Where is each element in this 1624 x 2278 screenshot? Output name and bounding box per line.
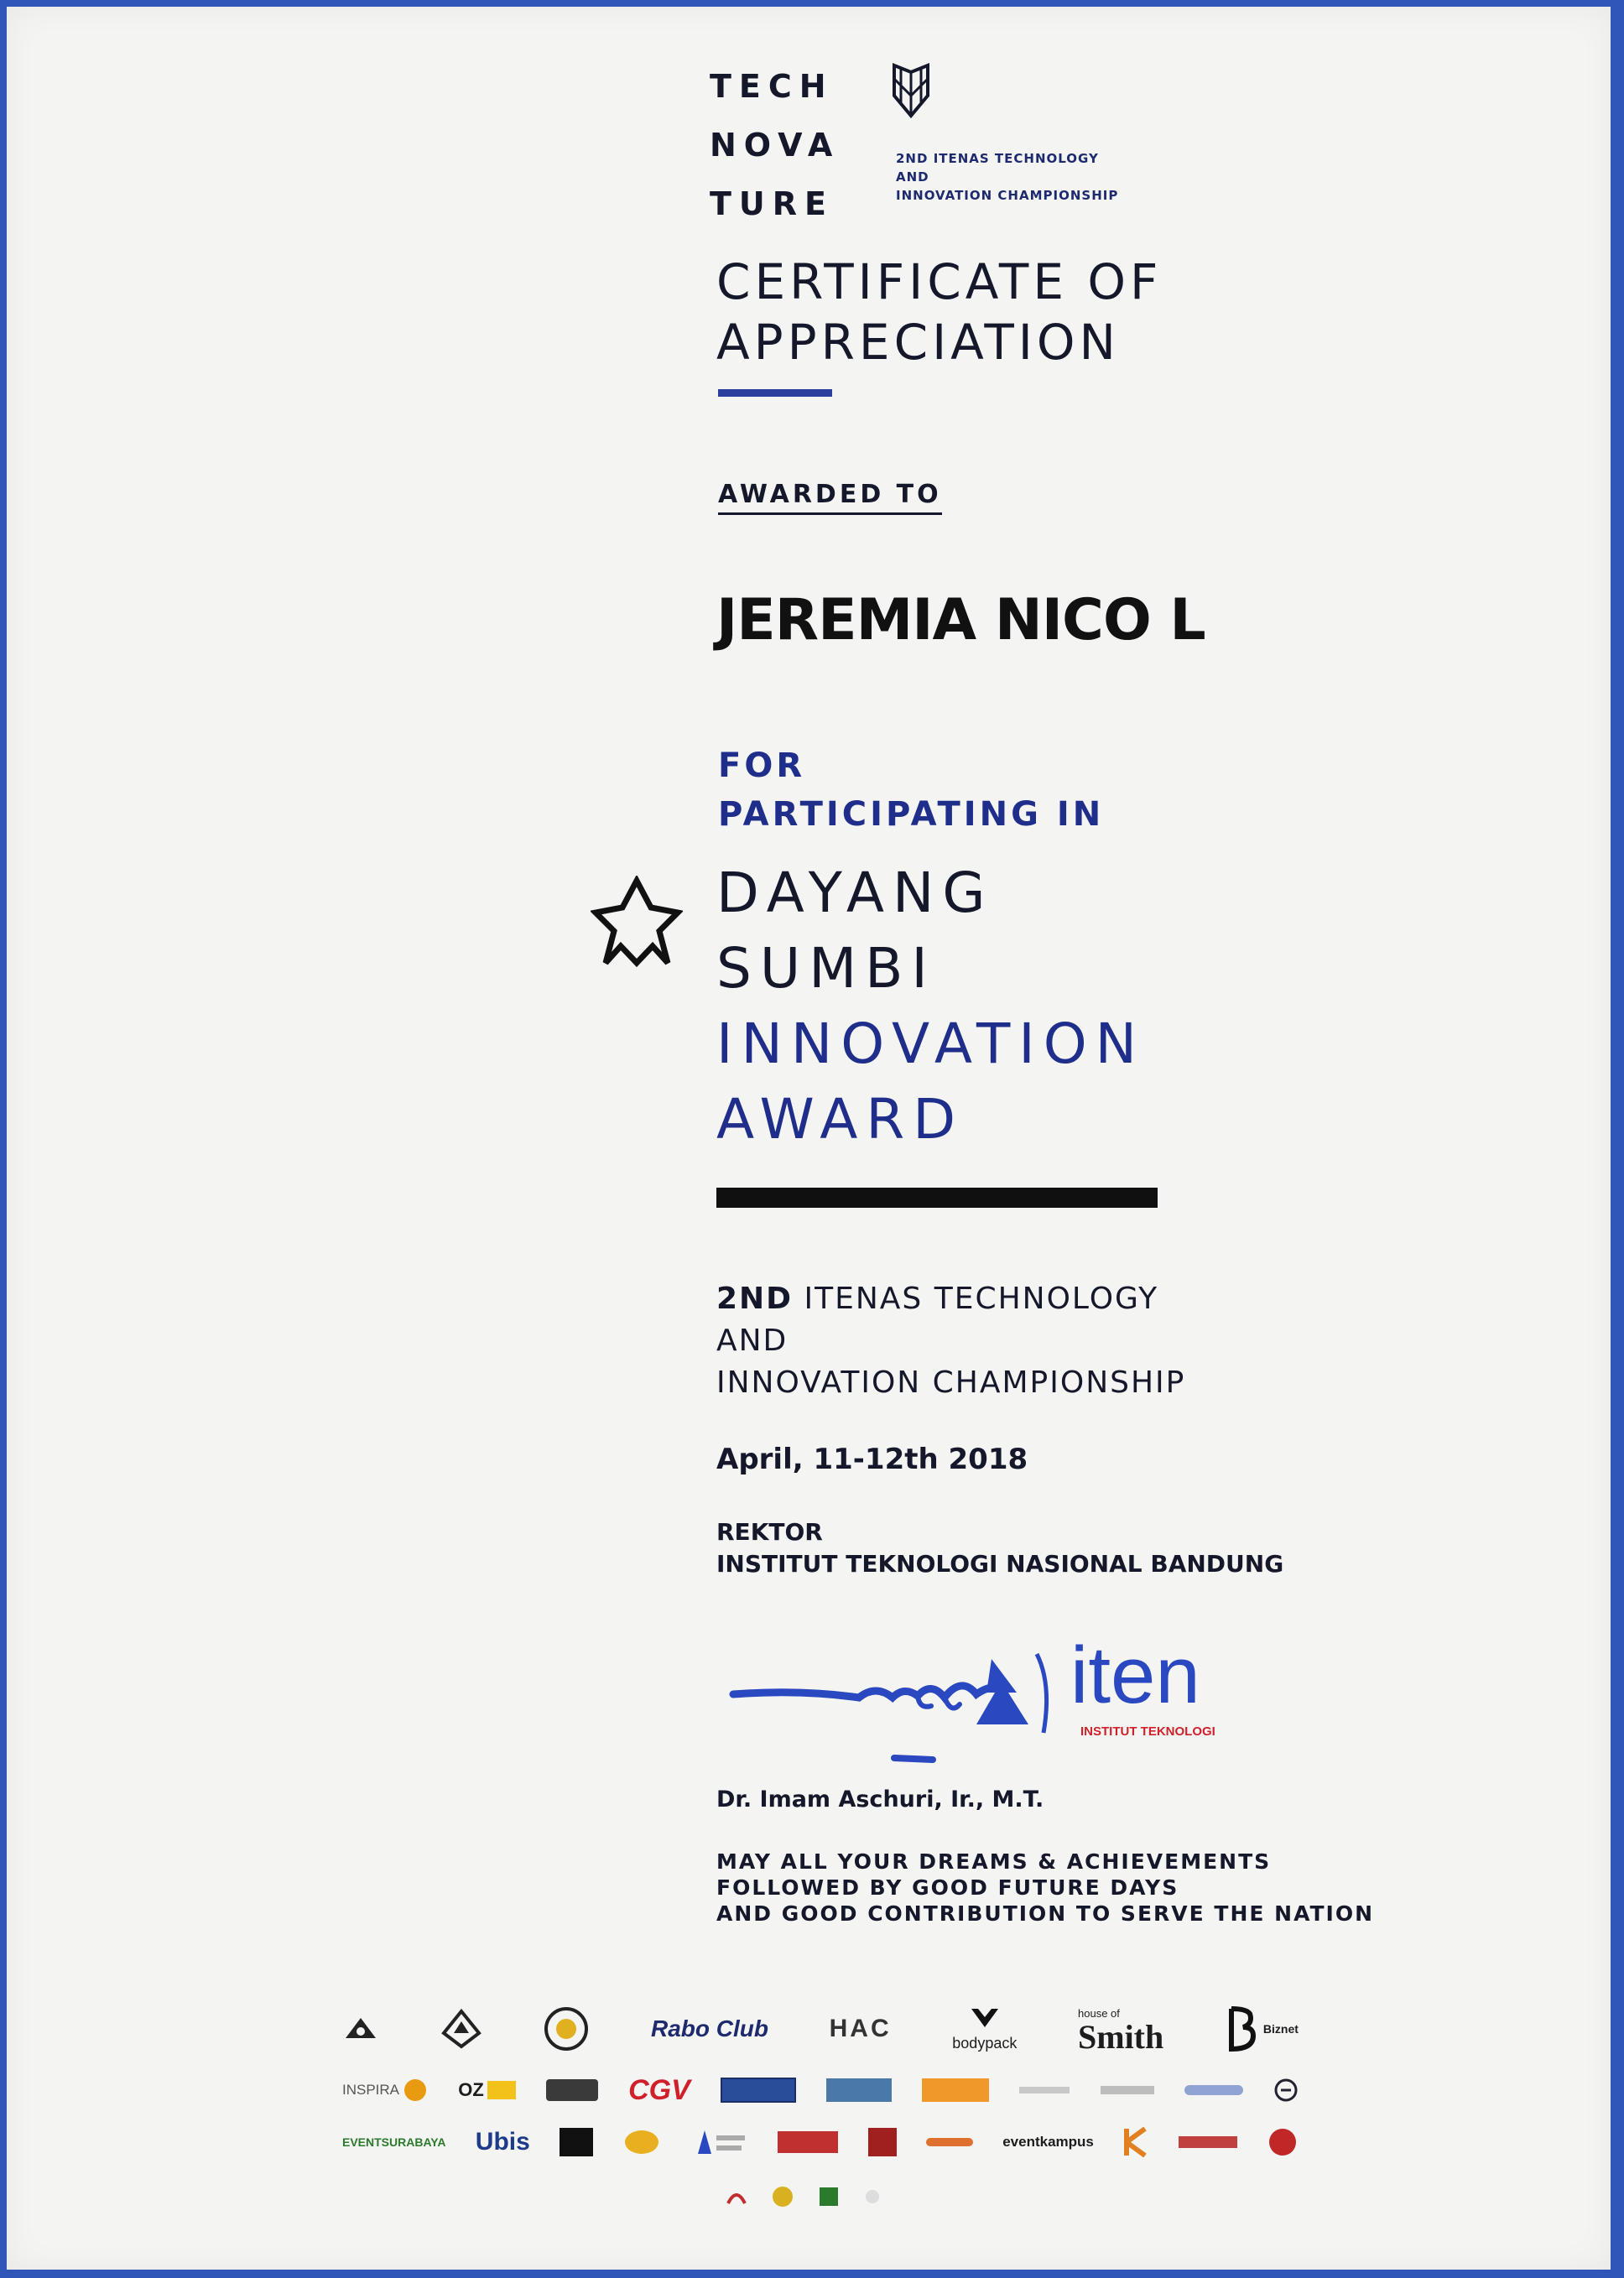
sponsor-small-faint-icon xyxy=(862,2187,882,2207)
sponsor-small-green-icon xyxy=(817,2185,841,2208)
sponsor-orange-logo xyxy=(922,2078,989,2102)
sponsor-cgv: CGV xyxy=(628,2073,690,2106)
signatory-title: REKTOR xyxy=(716,1518,823,1546)
sponsor-faint-logo-1 xyxy=(1019,2087,1070,2093)
sponsor-biznet xyxy=(1225,2005,1299,2052)
award-name-line-3: INNOVATION xyxy=(716,1012,1146,1076)
sponsor-biznet-label: Biznet xyxy=(1262,2022,1299,2036)
brand-subtitle-line-1: ITENAS TECHNOLOGY xyxy=(933,151,1099,166)
sponsor-small-gold-icon xyxy=(770,2184,795,2209)
sponsor-oz-label: OZ xyxy=(458,2079,484,2100)
sponsor-row-1 xyxy=(342,2000,1299,2058)
participation-line-2: PARTICIPATING IN xyxy=(718,795,1105,834)
award-name-line-1: DAYANG xyxy=(716,861,994,925)
brand-line-2: NOVA xyxy=(710,127,841,164)
inspira-icon xyxy=(403,2078,428,2103)
certificate-sheet xyxy=(7,7,1611,2270)
sponsor-tower-icon xyxy=(690,2127,748,2157)
closing-message xyxy=(716,1849,1374,1927)
sponsor-house-of-smith xyxy=(1078,2005,1164,2056)
sponsor-faint-logo-3 xyxy=(1184,2085,1243,2095)
signatory-name: Dr. Imam Aschuri, Ir., M.T. xyxy=(716,1787,1044,1813)
championship-ordinal: 2ND xyxy=(716,1282,794,1316)
championship-line-2: AND xyxy=(716,1324,789,1358)
closing-line-3: AND GOOD CONTRIBUTION TO SERVE THE NATION xyxy=(716,1901,1375,1926)
award-name-line-2: SUMBI xyxy=(716,936,936,1001)
sponsor-gold-emblem-icon xyxy=(623,2127,660,2157)
sponsor-emblem-icon xyxy=(342,2016,379,2041)
signatory-institution: INSTITUT TEKNOLOGI NASIONAL BANDUNG xyxy=(716,1550,1284,1578)
signatory-position xyxy=(716,1516,1283,1580)
brand-line-3: TURE xyxy=(710,185,834,222)
participation-line-1: FOR xyxy=(718,746,806,785)
sponsor-inspira-label: INSPIRA xyxy=(342,2082,400,2098)
participation-phrase xyxy=(718,741,1104,839)
sponsor-rabo-club: Rabo Club xyxy=(650,2015,768,2041)
brand-line-1: TECH xyxy=(710,68,834,105)
sponsor-faint-logo-2 xyxy=(1101,2086,1154,2094)
sponsor-oz xyxy=(458,2079,516,2101)
sponsor-inspira xyxy=(342,2078,428,2103)
sponsor-hac: HAC xyxy=(829,2015,892,2042)
sponsor-eventkampus: eventkampus xyxy=(1002,2134,1094,2150)
championship-name xyxy=(716,1278,1185,1404)
sponsor-bodypack xyxy=(952,2005,1017,2052)
brand-subtitle-ordinal: 2ND xyxy=(896,151,929,166)
sponsor-maroon-logo xyxy=(868,2128,897,2156)
brand-subtitle-line-2: AND xyxy=(896,169,929,185)
awarded-to-label: AWARDED TO xyxy=(718,480,942,515)
sponsor-black-logo xyxy=(560,2128,593,2156)
iten-stamp-wordmark: iten xyxy=(1070,1630,1200,1720)
championship-line-3: INNOVATION CHAMPIONSHIP xyxy=(716,1365,1186,1400)
brand-subtitle xyxy=(896,149,1118,205)
award-name-line-4: AWARD xyxy=(716,1087,965,1152)
sponsor-row-4 xyxy=(725,2184,882,2209)
sponsor-small-red-icon xyxy=(725,2187,748,2207)
sponsor-smith-label: Smith xyxy=(1078,2018,1164,2056)
sponsor-row-2 xyxy=(342,2072,1299,2109)
certificate-title-line-1: CERTIFICATE OF xyxy=(716,253,1163,310)
sponsor-bodypack-label: bodypack xyxy=(952,2035,1018,2052)
sponsor-red-circle-icon xyxy=(1267,2126,1299,2158)
certificate-title xyxy=(716,252,1162,372)
event-date: April, 11-12th 2018 xyxy=(716,1443,1028,1476)
sponsor-row-3 xyxy=(342,2124,1299,2161)
recipient-name: JEREMIA NICO L xyxy=(716,587,1205,653)
sponsor-eventsurabaya: EVENTSURABAYA xyxy=(342,2135,446,2149)
oz-badge xyxy=(487,2081,516,2099)
sponsor-red-banner xyxy=(1179,2136,1237,2148)
award-star-icon xyxy=(591,876,683,968)
iten-stamp-subtext: INSTITUT TEKNOLOGI xyxy=(1080,1724,1215,1739)
sponsor-ubis: Ubis xyxy=(475,2128,530,2156)
championship-line-1: ITENAS TECHNOLOGY xyxy=(804,1282,1159,1316)
sponsor-blue-logo-2 xyxy=(826,2078,892,2102)
sponsor-orange-mark xyxy=(926,2138,973,2146)
sponsor-circle-icon xyxy=(1273,2078,1299,2103)
sponsor-blue-logo-1 xyxy=(721,2078,796,2103)
award-name xyxy=(716,856,1145,1157)
technovature-crest-icon xyxy=(889,62,933,119)
sponsor-k-icon xyxy=(1123,2127,1148,2157)
closing-line-1: MAY ALL YOUR DREAMS & ACHIEVEMENTS xyxy=(716,1849,1272,1874)
sponsor-dark-logo xyxy=(546,2079,598,2101)
bodypack-icon xyxy=(968,2005,1002,2031)
title-underline xyxy=(718,389,832,397)
closing-line-2: FOLLOWED BY GOOD FUTURE DAYS xyxy=(716,1875,1179,1900)
biznet-icon xyxy=(1225,2005,1258,2052)
award-divider-bar xyxy=(716,1188,1158,1208)
rector-signature xyxy=(725,1634,1094,1768)
brand-subtitle-line-3: INNOVATION CHAMPIONSHIP xyxy=(896,188,1119,203)
sponsor-mountain-icon xyxy=(440,2008,482,2050)
brand-wordmark xyxy=(710,57,840,233)
sponsor-seal-icon xyxy=(543,2005,590,2052)
sponsor-house-of-label: house of xyxy=(1078,2007,1120,2020)
certificate-title-line-2: APPRECIATION xyxy=(716,314,1120,371)
sponsor-red-logo xyxy=(778,2131,838,2153)
